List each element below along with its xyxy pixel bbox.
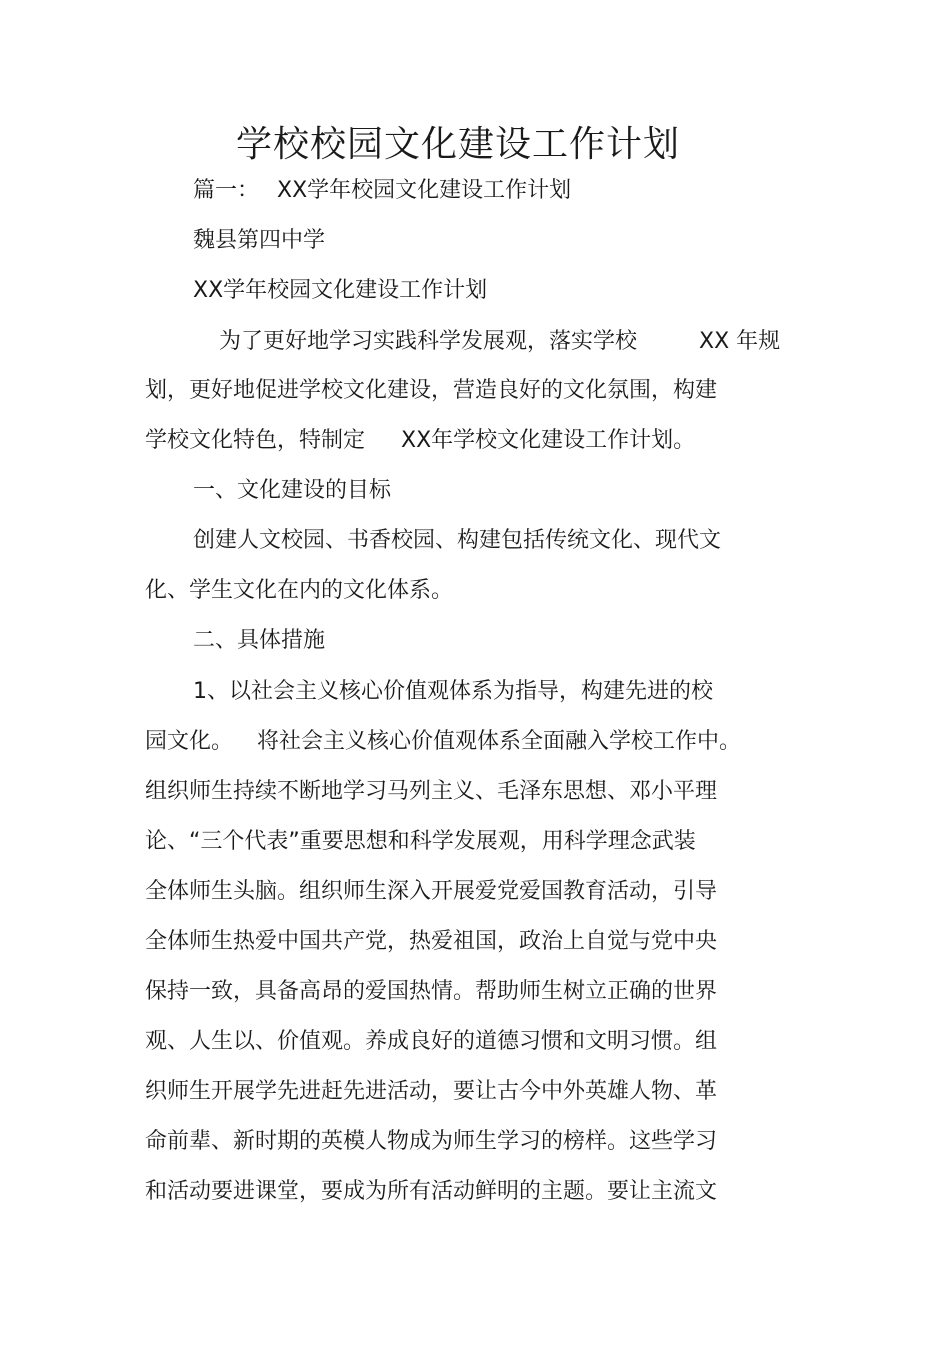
section-2-item-1-line-2 — [145, 727, 741, 757]
school-name: 魏县第四中学 — [193, 228, 326, 253]
body-line: 全体师生头脑。组织师生深入开展爱党爱国教育活动，引导 — [145, 879, 718, 904]
body-line: 论、“三个代表”重要思想和科学发展观，用科学理念武装 — [145, 829, 696, 854]
intro-line-3 — [145, 426, 695, 456]
intro-line-3-plan: XX年学校文化建设工作计划。 — [401, 428, 696, 453]
body-line: 和活动要进课堂，要成为所有活动鲜明的主题。要让主流文 — [145, 1179, 718, 1204]
document-title: 学校校园文化建设工作计划 — [235, 124, 680, 165]
section-2-item-1-line-2-b: 将社会主义核心价值观体系全面融入学校工作中。 — [257, 729, 742, 754]
body-line: 观、人生以、价值观。养成良好的道德习惯和文明习惯。组 — [145, 1029, 718, 1054]
intro-line-1 — [219, 327, 780, 357]
body-line: 保持一致，具备高昂的爱国热情。帮助师生树立正确的世界 — [145, 979, 718, 1004]
body-line: 织师生开展学先进赶先进活动，要让古今中外英雄人物、革 — [145, 1079, 718, 1104]
intro-line-1-year: XX 年规 — [699, 329, 781, 354]
section-1-heading: 一、文化建设的目标 — [193, 478, 392, 503]
section-2-item-1-line-1: 1、以社会主义核心价值观体系为指导，构建先进的校 — [193, 679, 713, 704]
intro-line-1-text: 为了更好地学习实践科学发展观，落实学校 — [219, 329, 638, 354]
section-2-item-1-line-2-a: 园文化。 — [145, 729, 234, 754]
subtitle-prefix: 篇一： — [193, 178, 260, 203]
body-line: 命前辈、新时期的英模人物成为师生学习的榜样。这些学习 — [145, 1129, 718, 1154]
intro-line-2: 划，更好地促进学校文化建设，营造良好的文化氛围，构建 — [145, 378, 718, 403]
subtitle-text: XX学年校园文化建设工作计划 — [277, 178, 572, 203]
body-line: 全体师生热爱中国共产党，热爱祖国，政治上自觉与党中央 — [145, 929, 718, 954]
section-2-heading: 二、具体措施 — [193, 628, 326, 653]
section-1-line-1: 创建人文校园、书香校园、构建包括传统文化、现代文 — [193, 528, 722, 553]
subtitle-line — [193, 176, 571, 206]
body-line: 组织师生持续不断地学习马列主义、毛泽东思想、邓小平理 — [145, 779, 718, 804]
plan-name: XX学年校园文化建设工作计划 — [193, 278, 488, 303]
intro-line-3-text: 学校文化特色，特制定 — [145, 428, 366, 453]
section-1-line-2: 化、学生文化在内的文化体系。 — [145, 578, 454, 603]
